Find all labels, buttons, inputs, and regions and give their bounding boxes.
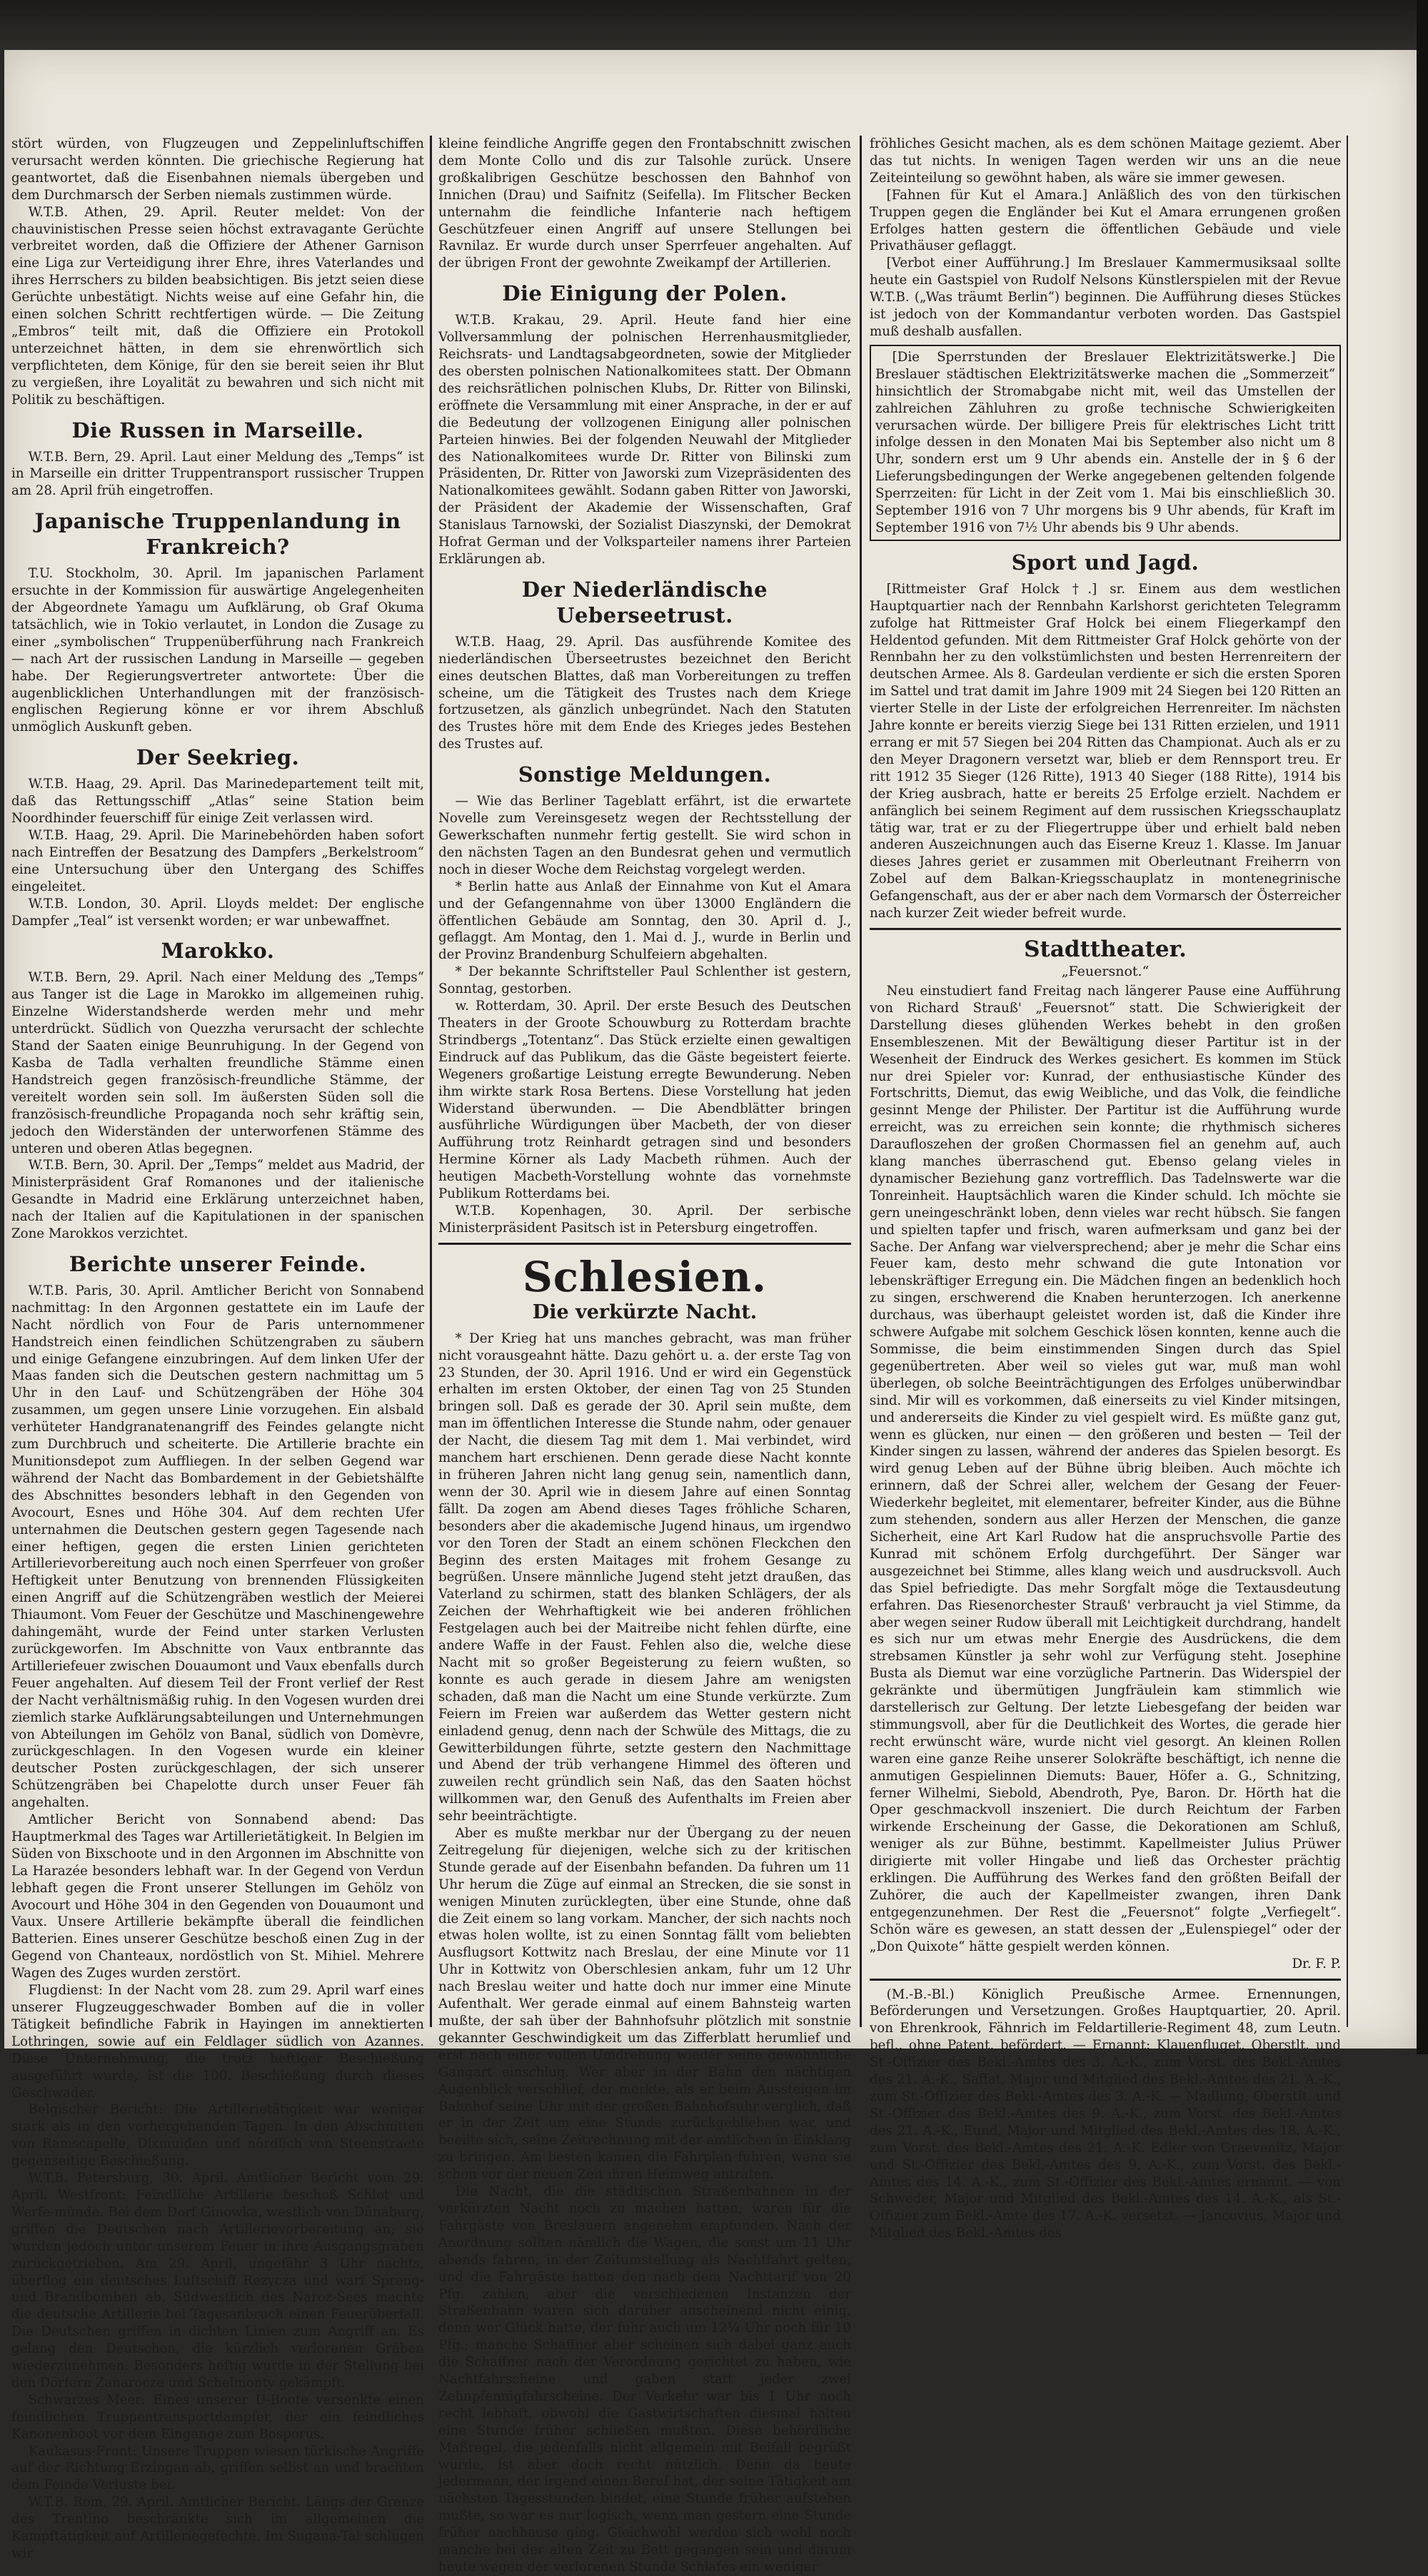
boxed-notice bbox=[870, 345, 1341, 541]
article-paragraph: w. Rotterdam, 30. April. Der erste Besuch des Deutschen Theaters in der Groote Schouwburg zu Rotterdam brachte Strindbergs „Totentanz“. Das Stück erzielte einen gewaltigen Eindruck auf das Publikum, das die Gäste begeistert feierte. Wegeners großartige Leistung erregte Bewunderung. Neben ihm wirkte stark Rosa Bertens. Diese Vorstellung hat jeden Widerstand überwunden. — Die Abendblätter bringen ausführliche Würdigungen über Macbeth, der von dieser Aufführung trotz Reinhardt getragen sind und besonders Hermine Körner als Lady Macbeth rühmen. Auch der heutigen Macbeth-Vorstellung wohnte das vornehmste Publikum Rotterdams bei. bbox=[438, 999, 851, 1202]
section-divider bbox=[870, 1979, 1341, 1981]
headline: Marokko. bbox=[161, 939, 275, 964]
section-divider bbox=[438, 1243, 851, 1245]
article-paragraph: T.U. Stockholm, 30. April. Im japanischen Parlament ersuchte in der Kommission für auswärtige Angelegenheiten der Abgeordnete Yamagu um Aufklärung, ob Graf Okuma tatsächlich, wie in Tokio verlautet, in London die Zusage zu einer „symbolischen“ Truppenüberführung nach Frankreich — nach Art der russischen Landung in Marseille — gegeben habe. Der Regierungsvertreter antwortete: Über die augenblicklichen Unterhandlungen mit der französisch-englischen Regierung könne er vor ihrem Abschluß unmöglich Auskunft geben. bbox=[11, 566, 424, 735]
article-paragraph: Die Nacht, die die städtischen Straßenbahnen in der verkürzten Nacht noch zu machen hatten, waren für die Fahrgäste von Breslauern angenehm empfunden. Nach der Anordnung sollten nämlich die Wagen, die sonst um 11 Uhr abends fahren, in der Zeitumstellung als Nachtfahrt gelten, und die Fahrgäste hatten den nach dem Nachttarif von 20 Pfg. zahlen, aber die verschiedenen Instanzen der Straßenbahn waren sich darüber anscheinend nicht einig, denn wer Glück hatte, der fuhr auch um 12¼ Uhr noch für 10 Pfg.; manche Schaffner aber scheinen sich dabei ganz auch die Schaffner nach der Verordnung gerichtet zu haben, wie Nachtfahrscheine und gaben statt jeder zwei Zehnpfennigfahrscheine. Der Verkehr war bis 1 Uhr noch recht lebhaft, obwohl die Gastwirtschaften diesmal halten eine Stunde früher schließen mußten. Diese behördliche Maßregel, die jedenfalls nicht allgemein mit Beifall begrüßt wurde, ist aber doch recht nützlich. Denn da heute jedermann, der irgend einen Beruf hat, der seine Tätigkeit am nächsten Tagesstunden bindet, eine Stunde früher aufstehen mußte, so war es nur logisch, wenn man gestern eine Stunde früher nachhause ging. Gleichwohl werden sich wohl noch manche bei der alten Zeit zu Bett gegangen sein und darum heute wegen der verlorenen Stunde Schlafes ein weniger bbox=[438, 2184, 851, 2575]
article-paragraph: kleine feindliche Angriffe gegen den Frontabschnitt zwischen dem Monte Collo und dis zur Talsohle zurück. Unsere großkalibrigen Geschütze beschossen den Bahnhof von Innichen (Drau) und Saifnitz (Seifella). Im Flitscher Becken unternahm die feindliche Infanterie nach heftigem Geschützfeuer einen Angriff auf unsere Stellungen bei Ravnilaz. Er wurde durch unser Sperrfeuer angehalten. Auf der übrigen Front der gewohnte Zweikampf der Artillerien. bbox=[438, 136, 851, 271]
article-paragraph: [Rittmeister Graf Holck †.] sr. Einem aus dem westlichen Hauptquartier nach der Rennbahn Karlshorst gerichteten Telegramm zufolge hat Rittmeister Graf Holck bei einem Fliegerkampf den Heldentod gefunden. Mit dem Rittmeister Graf Holck gehörte von der Rennbahn her zu den volkstümlichsten und besten Herrenreitern der deutschen Armee. Als 8. Gardeulan verdiente er sich die ersten Sporen im Sattel und trat damit im Jahre 1909 mit 24 Siegen bei 120 Ritten an vierter Stelle in der Liste der erfolgreichen Herrenreiter. Im nächsten Jahre konnte er bereits vierzig Siege bei 131 Ritten erzielen, und 1911 errang er mit 57 Siegen bei 204 Ritten das Championat. Auch als er zu den Meyer Dragonern versetzt war, blieb er dem Rennsport treu. Er ritt 1912 35 Sieger (126 Ritte), 1913 40 Sieger (188 Ritte), 1914 bis der Krieg ausbrach, hatte er bereits 25 Erfolge erzielt. Nachdem er anfänglich bei seinem Regiment auf dem russischen Kriegsschauplatz tätig war, trat er zu der Fliegertruppe über und erhielt bald neben anderen Auszeichnungen auch das Eiserne Kreuz 1. Klasse. Im Januar dieses Jahres geriet er zusammen mit Oberleutnant Freiherrn von Zobel auf dem Balkan-Kriegsschauplatz in montenegrinische Gefangenschaft, aus der er aber nach dem Vormarsch der Österreicher nach kurzer Zeit wieder befreit wurde. bbox=[870, 581, 1341, 921]
article-paragraph: Aber es mußte merkbar nur der Übergang zu der neuen Zeitregelung für diejenigen, welche sich zu der kritischen Stunde gerade auf der Eisenbahn befanden. Da fuhren um 11 Uhr herum die Züge auf einmal an Strecken, die sie sonst in wenigen Minuten zurücklegten, über eine Stunde, ohne daß die Zeit einem so lang vorkam. Mancher, der sich nachts noch etwas holen wollte, ist zu einen Sonntag fällt vom beliebten Ausflugsort Kottwitz nach Breslau, der eine Minute vor 11 Uhr in Kottwitz von Oberschlesien ankam, fuhr um 12 Uhr nach Breslau weiter und hatte doch nur immer eine Minute Aufenthalt. Wer gerade einmal auf einem Bahnsteig warten mußte, der sah über der Bahnhofsuhr plötzlich mit sonstnie gekannter Geschwindigkeit um das Zifferblatt herumlief und erst nach einer vollen Umdrehung wieder seine gewöhnliche Gangart einschlug. Wer aber in der Bahn den nächtigen Augenblick verschlief, der merkte, als er beim Aussteigen im Bahnhof seine Uhr mit der großen Bahnhofsuhr verglich, daß er in der Zeit um eine Stunde zurückgeblieben war, und beeilte sich, seine Zeitrechnung mit der amtlichen in Einklang zu bringen. Am besten kamen die Fahrplan fuhren, wenn sie schon vor der neuen Zeit ihren Heimweg antraten. bbox=[438, 1826, 851, 2183]
article-paragraph: W.T.B. Rom, 29. April. Amtlicher Bericht. Längs der Grenze des Trentino beschränkte sich im allgemeinen die Kampftätigkeit auf Artilleriegefechte. Im Sugana-Tal schlugen wir bbox=[11, 2495, 424, 2561]
scanner-top-band bbox=[0, 0, 1428, 50]
article-paragraph: [Verbot einer Aufführung.] Im Breslauer Kammermusiksaal sollte heute ein Gastspiel von Rudolf Nelsons Künstlerspielen mit der Revue W.T.B. („Was träumt Berlin“) beginnen. Die Aufführung dieses Stückes ist jedoch von der Kommandantur verboten worden. Das Gastspiel muß deshalb ausfallen. bbox=[870, 256, 1341, 339]
article-paragraph: W.T.B. London, 30. April. Lloyds meldet: Der englische Dampfer „Teal“ ist versenkt worden; er war unbewaffnet. bbox=[11, 896, 424, 929]
headline: Die Russen in Marseille. bbox=[71, 418, 364, 443]
article-paragraph: Amtlicher Bericht von Sonnabend abend: Das Hauptmerkmal des Tages war Artillerietätigkeit. In Belgien im Süden von Bixschoote und in den Argonnen im Abschnitte von La Harazée besonders lebhaft war. In der Gegend von Verdun lebhaft gegen die Front unserer Stellungen im Gehölz von Avocourt und Höhe 304 in den Gegenden von Douaumont und Vaux. Unsere Artillerie bekämpfte überall die feindlichen Batterien. Eines unserer Geschütze beschoß einen Zug in der Gegend von Chanteaux, nordöstlich von St. Mihiel. Mehrere Wagen des Zuges wurden zerstört. bbox=[11, 1812, 424, 1981]
article-paragraph: W.T.B. Haag, 29. April. Die Marinebehörden haben sofort nach Eintreffen der Besatzung des Dampfers „Berkelstroom“ eine Untersuchung über den Untergang des Schiffes eingeleitet. bbox=[11, 828, 424, 894]
article-paragraph: Neu einstudiert fand Freitag nach längerer Pause eine Aufführung von Richard Strauß' „Feuersnot“ statt. Die Schwierigkeit der Darstellung dieses glühenden Werkes behebt in den großen Ensembleszenen. Mit der Bewältigung dieser Partitur ist in der Wesenheit der Eindruck des Werkes gesichert. Es kommen im Stück nur drei Spieler vor: Kunrad, der enthusiastische Künder des Fortschritts, Diemut, das ewig Weibliche, und das Volk, die feindliche gesinnt Menge der Philister. Der Partitur ist die Aufführung wurde erreicht, was zu erreichen sein konnte; die rhythmisch sicheres Daraufloszehen der großen Chormassen fiel an genehm auf, auch klang manches überraschend gut. Ebenso gelang vieles in dynamischer Beziehung ganz vortrefflich. Das Tadelnswerte war die Tonreinheit. Hauptsächlich waren die Kinder schuld. Ich möchte sie gern uneingeschränkt loben, denn vieles war recht hübsch. Sie fangen und spielten tapfer und frisch, waren aufmerksam und ganz bei der Sache. Der Anfang war vielversprechend; aber je mehr die Schar eins Feuer kam, desto mehr schwand die gute Intonation vor lebenskräftiger Erregung ein. Die Mädchen fingen an bedenklich hoch zu singen, erschwerend die Knaben herunterzogen. Ich anerkenne durchaus, was überhaupt geleistet worden ist, daß die Kinder ihre schwere Aufgabe mit solchem Geschick lösen konnten, kenne auch die Sommisse, die beim einstimmenden Singen durch das Spiel gegenübertreten. Aber weil so vieles gut war, muß man wohl überlegen, ob solche Beeinträchtigungen des Erfolges unüberwindbar sind. Mir will es vorkommen, daß einerseits zu viel Kinder mitsingen, und andererseits die Kinder zu viel gespielt wird. Es müßte ganz gut, wenn es glücken, nur einen — den größeren und besten — Teil der Kinder singen zu lassen, während der anderes das Spielen besorgt. Es wird genug Leben auf der Bühne übrig bleiben. Auch möchte ich erinnern, daß der Schrei aller, welchem der Gesang der Feuer-Wiederkehr begleitet, mit elementarer, befreiter Kinder, aus die Bühne zum stehenden, sondern aus aller Herzen der Menschen, die ganze Sicherheit, eine Art Karl Rudow hat die anspruchsvolle Partie des Kunrad mit schönem Erfolg durchgeführt. Der Sänger war ausgezeichnet bei Stimme, alles klang weich und ausdrucksvoll. Auch das Spiel befriedigte. Das mehr Sorgfalt möge die Textausdeutung erfahren. Das Riesenorchester Strauß' verbraucht ja viel Stimme, da aber wegen seiner Rudow überall mit Leichtigkeit durchdrang, handelt es sich nur um etwas mehr Energie des Ausdrückens, die dem strebsamen Künstler ja sehr wohl zur Verfügung steht. Josephine Busta als Diemut war eine vorzügliche Partnerin. Das Widerspiel der gekränkte und übermütigen Jungfräulein kam stimmlich wie darstellerisch zur Geltung. Der letzte Liebesgefang der beiden war stimmungsvoll, aber für die Deutlichkeit des Wortes, die gerade hier recht erwünscht wäre, wurde nicht viel gesorgt. An kleinen Rollen waren eine ganze Reihe unserer Solokräfte beschäftigt, ich nenne die anmutigen Gespielinnen Diemuts: Bauer, Höfer a. G., Schnitzing, ferner Wilhelmi, Siebold, Abendroth, Pye, Baron. Dr. Hörth hat die Oper geschmackvoll inszeniert. Die durch Reichtum der Farben wirkende Erscheinung der Gasse, die Dekorationen am Schluß, weniger als zur Bühne, bestimmt. Kapellmeister Julius Prüwer dirigierte mit voller Hingabe und ließ das Orchester prächtig erklingen. Die Aufführung des Werkes fand den größten Beifall der Zuhörer, die auch der Kapellmeister zwangen, ihren Dank entgegenzunehmen. Der Rest die „Feuersnot“ folgte „Verfiegelt“. Schön wäre es gewesen, an statt dessen der „Eulenspiegel“ oder der „Don Quixote“ hätte gespielt werden können. bbox=[870, 983, 1341, 1954]
column-2 bbox=[438, 136, 851, 2575]
headline: Sonstige Meldungen. bbox=[518, 762, 772, 787]
article-paragraph: W.T.B. Bern, 29. April. Laut einer Meldung des „Temps“ ist in Marseille ein dritter Truppentransport russischer Truppen am 28. April früh eingetroffen. bbox=[11, 449, 424, 499]
article-paragraph: (M.-B.-Bl.) Königlich Preußische Armee. Ernennungen, Beförderungen und Versetzungen. Großes Hauptquartier, 20. April. von Ehrenkrook, Fähnrich im Feldartillerie-Regiment 48, zum Leutn. befl., ohne Patent, befördert. — Ernannt: Klauenfluget, Oberstlt. und St.-Offizier des Bekl.-Amtes des 3. A.-K., zum Vorst. des Bekl.-Amtes des 21. A.-K., Saffat, Major und Mitglied des Bekl.-Amtes des 21. A.-K., zum St.-Offizier des Bekl.-Amtes des 3. A.-K. — Madlung, Oberstlt. und St.-Offizier des Bekl.-Amtes des 9. A.-K., zum Vorst. des Bekl.-Amtes des 21. A.-K., Eund, Major und Mitglied des Bekl.-Amtes des 18. A.-K., zum Vorst. des Bekl.-Amtes des 21. A.-K. Edler von Graevenitz, Major und St.-Offizier des Bekl.-Amtes des 9. A.-K., zum Vorst. des Bekl.-Amtes des 14. A.-K., zum St.-Offizier des Bekl.-Amtes ernannt. — von Schweder, Major und Mitglied des Bekl.-Amtes des 14. A.-K., als St.-Offizier zum Bekl.-Amte des 17. A.-K. versetzt. — Jancovius, Major und Mitglied des Bekl.-Amtes des bbox=[870, 1986, 1341, 2241]
section-divider bbox=[870, 928, 1341, 930]
article-paragraph: W.T.B. Bern, 29. April. Nach einer Meldung des „Temps“ aus Tanger ist die Lage in Marokko im allgemeinen ruhig. Einzelne Widerstandsherde werden mehr und mehr unterdrückt. Südlich von Quezzha verursacht der schlechte Stand der Saaten einige Beunruhigung. In der Gegend von Kasba de Tadla verhalten freundliche Stämme einen Handstreich gegen französisch-freundliche Stämme, der vereitelt worden sein soll. Im äußersten Süden soll die französisch-freundliche Propaganda noch sehr kräftig sein, jedoch den Widerständen der unterworfenen Stämme des unteren und oberen Atlas begegnen. bbox=[11, 970, 424, 1156]
article-paragraph: Kaukasus-Front: Unsere Truppen wiesen türkische Angriffe auf der Richtung Erzingan ab, griffen selbst an und brachten dem Feinde Verluste bei. bbox=[11, 2443, 424, 2493]
article-paragraph: [Die Sperrstunden der Breslauer Elektrizitätswerke.] Die Breslauer städtischen Elektrizitätswerke machen die „Sommerzeit“ hinsichtlich der Stromabgabe nicht mit, weil das Umstellen der zahlreichen Zähluhren zu große technische Schwierigkeiten verursachen würde. Der billigere Preis für elektrisches Licht tritt infolge dessen in den Monaten Mai bis September also nicht um 8 Uhr, sondern erst um 9 Uhr abends ein. Anstelle der in § 6 der Lieferungsbedingungen der Werke angegebenen geltenden folgende Sperrzeiten: für Licht in der Zeit vom 1. Mai bis einschließlich 30. September 1916 von 7 Uhr morgens bis 9 Uhr abends, für Kraft im September 1916 von 7½ Uhr abends bis 9 Uhr abends. bbox=[875, 349, 1335, 535]
column-rule-1 bbox=[430, 136, 432, 2027]
article-paragraph: W.T.B. Paris, 30. April. Amtlicher Bericht von Sonnabend nachmittag: In den Argonnen gestattete ein im Laufe der Nacht nördlich von Four de Paris unternommener Handstreich einen feindlichen Schützengraben zu säubern und einige Gefangene einzubringen. Auf dem linken Ufer der Maas fanden sich die Deutschen gestern nachmittag um 5 Uhr in den Lauf- und Schützengräben der Höhe 304 zusammen, um gegen unsere Linie vorzugehen. Ein alsbald verhüteter Handgranatenangriff des Feindes gelangte nicht zum Durchbruch und scheiterte. Die Artillerie brachte ein Munitionsdepot zum Auffliegen. In der selben Gegend war während der Nacht das Bombardement in der Gebietshälfte des Abschnittes besonders lebhaft in den Gegenden von Avocourt, Esnes und Höhe 304. Auf dem rechten Ufer unternahmen die Deutschen gestern gegen Tagesende nach einer heftigen, gegen die ersten Linien gerichteten Artillerievorbereitung auch noch einen Sperrfeuer von großer Heftigkeit unter Benutzung von brennenden Flüssigkeiten einen Angriff auf die Schützengräben westlich der Meierei Thiaumont. Vom Feuer der Geschütze und Maschinengewehre dahingemäht, wurde der Feind unter starken Verlusten zurückgeworfen. Im Abschnitte von Vaux entbrannte das Artilleriefeuer zwischen Douaumont und Vaux ebenfalls durch Feuer angehalten. Auf diesem Teil der Front verlief der Rest der Nacht verhältnismäßig ruhig. In den Vogesen wurden drei ziemlich starke Aufklärungsabteilungen und Unternehmungen von Abteilungen im Gehölz von Banal, südlich von Domèvre, zurückgeschlagen. In den Vogesen wurde ein kleiner deutscher Posten zurückgeschlagen, der sich unserer Schützengräben bei Chapelotte durch unser Feuer fäh angehalten. bbox=[11, 1283, 424, 1811]
article-paragraph: Flugdienst: In der Nacht vom 28. zum 29. April warf eines unserer Flugzeuggeschwader Bomben auf die in voller Tätigkeit befindliche Fabrik in Hayingen im annektierten Lothringen, sowie auf ein Feldlager südlich von Azannes. Diese Unternehmung, die trotz heftiger Beschießung ausgeführt wurde, ist die 100. Beschießung durch dieses Geschwader. bbox=[11, 1983, 424, 2101]
article-paragraph: — Wie das Berliner Tageblatt erfährt, ist die erwartete Novelle zum Vereinsgesetz wegen der Rechtsstellung der Gewerkschaften nunmehr fertig gestellt. Sie wird schon in den nächsten Tagen an den Bundesrat gehen und vermutlich noch in dieser Woche dem Reichstag vorgelegt werden. bbox=[438, 794, 851, 877]
headline: Der Niederländische Ueberseetrust. bbox=[521, 577, 768, 627]
article-paragraph: W.T.B. Krakau, 29. April. Heute fand hier eine Vollversammlung der polnischen Herrenhausmitglieder, Reichsrats- und Landtagsabgeordneten, sowie der Mitglieder des obersten polnischen Nationalkomitees statt. Der Obmann des reichsrätlichen polnischen Klubs, Dr. Ritter von Bilinski, eröffnete die Versammlung mit einer Ansprache, in der er auf die Bedeutung der vollzogenen Einigung aller polnischen Parteien hinwies. Bei der folgenden Neuwahl der Mitglieder des Nationalkomitees wurde Dr. Ritter von Bilinski zum Präsidenten, Dr. Ritter von Jaworski zum Vizepräsidenten des Nationalkomitees gewählt. Sodann gaben Ritter von Jaworski, der Präsident der Akademie der Wissenschaften, Graf Stanislaus Tarnowski, der Sozialist Diaszynski, der Demokrat Hofrat German und der Volksparteiler namens ihrer Parteien Erklärungen ab. bbox=[438, 313, 851, 567]
article-paragraph: * Der Krieg hat uns manches gebracht, was man früher nicht vorausgeahnt hätte. Dazu gehört u. a. der erste Tag von 23 Stunden, der 30. April 1916. Und er wird ein Gegenstück erhalten im ersten Oktober, der einen Tag von 25 Stunden bringen soll. Daß es gerade der 30. April sein mußte, dem man im öffentlichen Interesse die Stunde nahm, oder genauer der Nacht, die diesem Tag mit dem 1. Mai verbindet, wird manchem hart erschienen. Denn gerade diese Nacht konnte in früheren Jahren nicht lang genug sein, namentlich dann, wenn der 30. April wie in diesem Jahre auf einen Sonntag fällt. Da zogen am Abend dieses Tages fröhliche Scharen, besonders aber die akademische Jugend hinaus, um irgendwo vor den Toren der Stadt an einem schönen Fleckchen den Beginn des ersten Maitages mit frohem Gesange zu begrüßen. Unsere männliche Jugend steht jetzt draußen, das Vaterland zu schirmen, statt des blanken Schlägers, der als Zeichen der Wehrhaftigkeit wie bei anderen fröhlichen Festgelagen auch bei der Maitreibe nicht fehlen dürfte, eine andere Waffe in der Faust. Fehlen also die, welche diese Nacht mit so großer Begeisterung zu feiern wußten, so konnte es auch gerade in diesem Jahre am wenigsten schaden, daß man die Nacht um eine Stunde verkürzte. Zum Feiern im Freien war außerdem das Wetter gestern nicht einladend genug, denn nach der Schwüle des Mittags, die zu Gewitterbildungen führte, setzte gestern den Nachmittage und Abend der trüb verhangene Himmel des öfteren und zuweilen recht gründlich sein Naß, das den Saaten höchst willkommen war, den Genuß des Aufenthalts im Freien aber sehr beeinträchtigte. bbox=[438, 1330, 851, 1824]
headline: Stadttheater. bbox=[1024, 936, 1187, 962]
article-paragraph: W.T.B. Haag, 29. April. Das ausführende Komitee des niederländischen Überseetrustes bezeichnet den Bericht eines deutschen Blattes, daß man Vorbereitungen zu treffen scheine, um die Tätigkeit des Trustes nach dem Kriege fortzusetzen, als gänzlich unbegründet. Nach den Statuten des Trustes höre mit dem Ende des Krieges jedes Bestehen des Trustes auf. bbox=[438, 634, 851, 752]
column-1 bbox=[11, 136, 424, 2561]
article-paragraph: [Fahnen für Kut el Amara.] Anläßlich des von den türkischen Truppen gegen die Engländer bei Kut el Amara errungenen großen Erfolges hatten gestern die öffentlichen Gebäude und viele Privathäuser geflaggt. bbox=[870, 187, 1341, 254]
subheadline: „Feuersnot.“ bbox=[1061, 963, 1150, 979]
column-rule-2 bbox=[860, 136, 862, 2027]
headline: Japanische Truppenlandung in Frankreich? bbox=[34, 509, 401, 560]
article-paragraph: stört würden, von Flugzeugen und Zeppelinluftschiffen verursacht werden könnten. Die griechische Regierung hat geantwortet, daß die Eisenbahnen niemals übergeben und dem Durchmarsch der Serben niemals zustimmen würde. bbox=[11, 136, 424, 203]
author-signature: Dr. F. P. bbox=[1292, 1956, 1341, 1971]
headline: Berichte unserer Feinde. bbox=[69, 1251, 367, 1276]
column-rule-3 bbox=[1347, 136, 1348, 2027]
article-paragraph: * Berlin hatte aus Anlaß der Einnahme von Kut el Amara und der Gefangennahme von über 13000 Engländern die öffentlichen Gebäude am Sonntag, den 30. April d. J., geflaggt. Am Montag, den 1. Mai d. J., wurde in Berlin und der Provinz Brandenburg Schulfeiern abgehalten. bbox=[438, 879, 851, 963]
article-paragraph: W.T.B. Bern, 30. April. Der „Temps“ meldet aus Madrid, der Ministerpräsident Graf Romanones und der italienische Gesandte in Madrid eine Erklärung unterzeichnet haben, nach der Italien auf die Kapitulationen in der spanischen Zone Marokkos verzichtet. bbox=[11, 1158, 424, 1242]
article-paragraph: W.T.B. Athen, 29. April. Reuter meldet: Von der chauvinistischen Presse seien höchst extravagante Gerüchte verbreitet worden, daß die Offiziere der Athener Garnison eine Liga zur Verteidigung ihrer Ehre, ihres Vaterlandes und ihres Herrschers zu bilden beabsichtigen. Bis jetzt seien diese Gerüchte unbestätigt. Nichts weise auf eine Gefahr hin, die einen solchen Schritt rechtfertigen würde. — Die Zeitung „Embros“ teilt mit, daß die Offiziere ein Protokoll unterzeichnet hätten, in dem sie ehrenwörtlich sich verpflichteten, dem Könige, für den sie bereit seien ihr Blut zu vergießen, ihre Loyalität zu bewahren und sich nicht mit Politik zu beschäftigen. bbox=[11, 204, 424, 408]
article-paragraph: fröhliches Gesicht machen, als es dem schönen Maitage geziemt. Aber das tut nichts. In wenigen Tagen werden wir uns an die neue Zeiteinteilung so gewöhnt haben, als wäre sie immer gewesen. bbox=[870, 136, 1341, 186]
article-paragraph: W.T.B. Haag, 29. April. Das Marinedepartement teilt mit, daß das Rettungsschiff „Atlas“ seine Station beim Noordhinder feuerschiff für einige Zeit verlassen wird. bbox=[11, 777, 424, 827]
scanner-right-edge bbox=[1417, 0, 1428, 2054]
headline: Sport und Jagd. bbox=[1011, 550, 1200, 575]
column-3 bbox=[870, 136, 1341, 2241]
headline: Die Einigung der Polen. bbox=[502, 281, 788, 306]
headline: Der Seekrieg. bbox=[136, 745, 300, 770]
article-paragraph: W.T.B. Kopenhagen, 30. April. Der serbische Ministerpräsident Pasitsch ist in Petersburg eingetroffen. bbox=[438, 1203, 851, 1236]
article-paragraph: Belgischer Bericht: Die Artillerietätigkeit war weniger stark als in den vorhergehenden Tagen. In den Abschnitten von Ramscapelle, Dixmuiden und nördlich von Steenstraete gegenseitige Beschießung. bbox=[11, 2102, 424, 2169]
section-title: Schlesien. bbox=[522, 1252, 768, 1301]
newspaper-page bbox=[4, 50, 1417, 2575]
article-paragraph: * Der bekannte Schriftsteller Paul Schlenther ist gestern, Sonntag, gestorben. bbox=[438, 964, 851, 997]
article-paragraph: W.T.B. Petersburg, 30. April. Amtlicher Bericht vom 29. April. Westfront: Feindliche Artillerie beschoß Schlot und Werfe-münde. Bei dem Dorf Ginowka, westlich von Dünaburg, griffen die Deutschen nach Artillerievorbereitung an; sie wurden jedoch unter unserem Feuer in ihre Ausgangsgräben zurückgetrieben. Am 29. April, ungefähr 3 Uhr nachts, überflog ein deutsches Luftschiff Rezycza und warf Spreng- und Brandbomben ab. Südwestlich des Naroz-Sees machte die deutsche Artillerie bei Tagesanbruch einen Feuerüberfall. Die Deutschen griffen in dichten Linien zum Angriff an. Es gelang den Deutschen, die kürzlich verlorenen Gräben wiederzunehmen. Besonders heftig wurde in der Stellung bei den Dörfern Zanarocze und Schelmonty gekämpft. bbox=[11, 2171, 424, 2390]
headline: Die verkürzte Nacht. bbox=[532, 1300, 758, 1323]
article-paragraph: Schwarzes Meer: Eines unserer U-Boote versenkte einen feindlichen Truppentransportdampfer, der ein feindliches Kanonenboot vor dem Eingange zum Bosporus. bbox=[11, 2392, 424, 2442]
